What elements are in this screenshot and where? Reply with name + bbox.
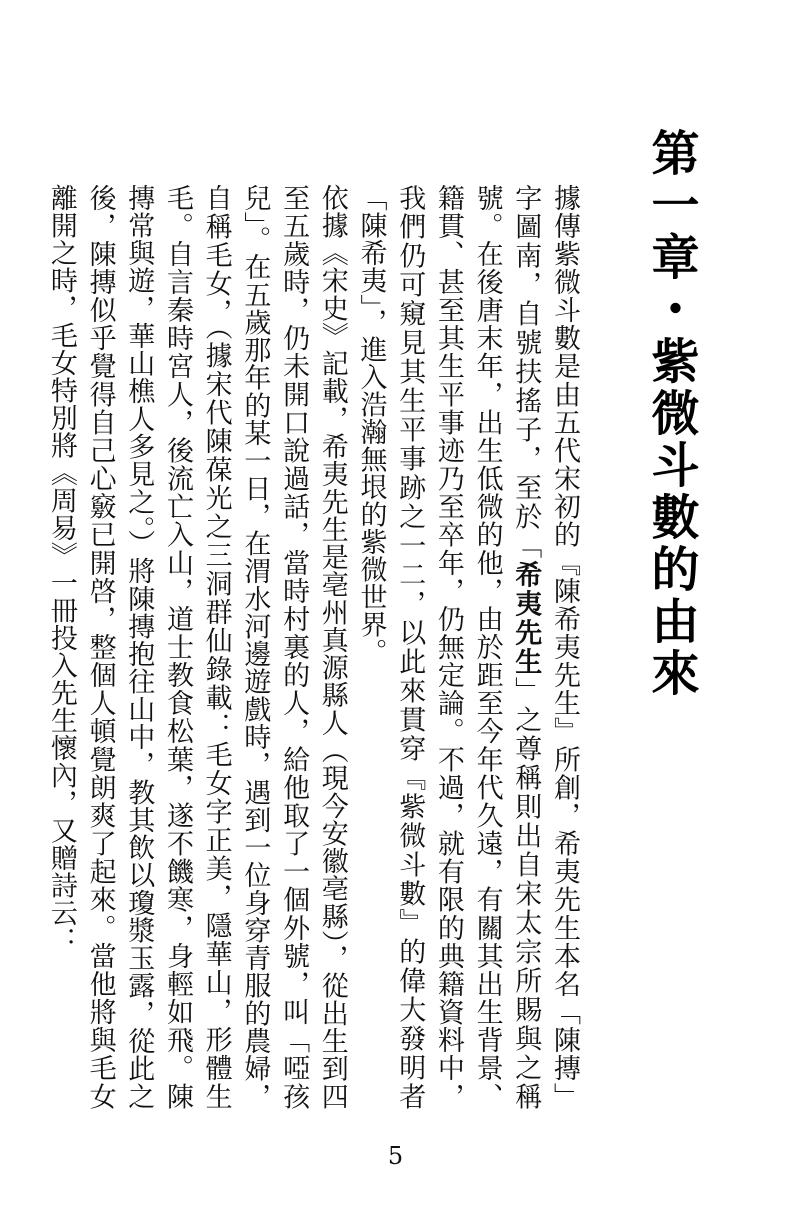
body-text [41, 130, 583, 1110]
page-number: 5 [387, 1142, 404, 1170]
paragraph-1-run-1: 據傳紫微斗數是由五代宋初的『陳希夷先生』所創，希夷先生本名「陳摶」字圖南，自號扶搖子，至於「 [510, 184, 580, 1110]
paragraph-1 [351, 130, 583, 1110]
paragraph-1-run-3: 」之尊稱則出自宋太宗所賜與之稱號。在後唐末年，出生低微的他，由於距至今年代久遠，有關其出生背景、籍貫、甚至其生平事迹乃至卒年，仍無定論。不過，就有限的典籍資料中，我們仍可窺見其生平事跡之一二，以此來貫穿『紫微斗數』的偉大發明者「陳希夷」，進入浩瀚無垠的紫微世界。 [355, 184, 542, 1111]
paragraph-2-run-1: 依據《宋史》記載，希夷先生是亳州真源縣人（現今安徽亳縣），從出生到四至五歲時，仍未開口說過話，當時村裏的人，給他取了一個外號，叫「啞孩兒」。在五歲那年的某一日，在渭水河邊遊戲時，遇到一位身穿青服的農婦，自稱毛女，（據宋代陳葆光之三洞群仙錄載：毛女字正美，隱華山，形體生毛。自言秦時宮人，後流亡入山，道士教食松葉，遂不饑寒，身輕如飛。陳摶常與遊，華山樵人多見之。）將陳摶抱往山中，教其飲以瓊漿玉露，從此之後，陳摶似乎覺得自己心竅已開啓，整個人頓覺朗爽了起來。當他將與毛女離開之時，毛女特別將《周易》一冊投入先生懷內，又贈詩云： [45, 184, 348, 1110]
paragraph-2 [41, 130, 351, 1110]
chapter-title: 第一章・紫微斗數的由來 [643, 128, 699, 700]
paragraph-1-run-2-bold: 希夷先生 [510, 560, 542, 677]
